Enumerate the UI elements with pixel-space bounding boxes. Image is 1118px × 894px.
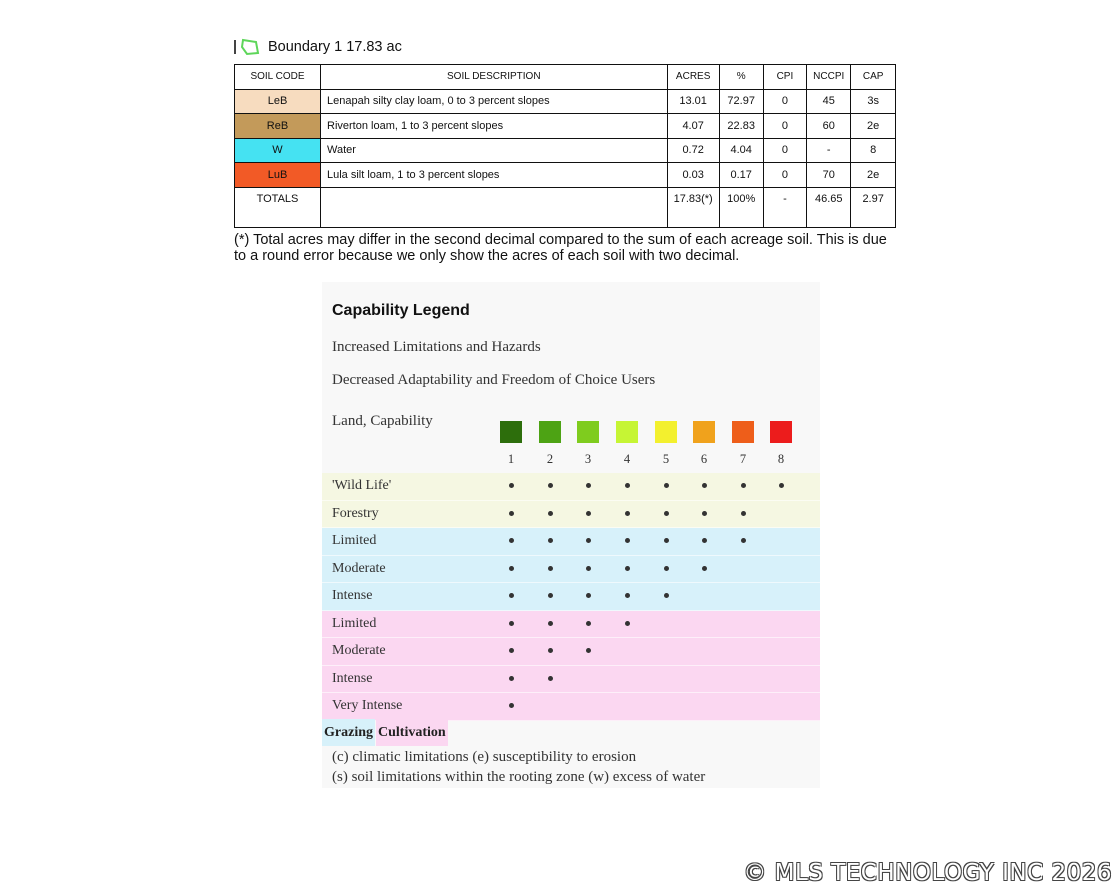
soil-table (234, 64, 896, 228)
legend-limitations-line: Increased Limitations and Hazards (332, 339, 541, 355)
totals-acres: 17.83(*) (667, 187, 719, 227)
percent-cell: 72.97 (719, 89, 763, 114)
header-acres: ACRES (667, 65, 719, 90)
capability-class-swatch (539, 421, 561, 443)
copyright-watermark: © MLS TECHNOLOGY INC 2026 (743, 860, 1112, 886)
percent-cell: 22.83 (719, 114, 763, 139)
capability-dot (509, 621, 514, 626)
capability-dot (664, 566, 669, 571)
capability-row (322, 693, 820, 721)
cpi-cell: 0 (763, 89, 807, 114)
capability-class-number: 1 (507, 452, 515, 466)
capability-row (322, 556, 820, 584)
capability-legend (322, 282, 820, 788)
capability-row (322, 473, 820, 501)
header-soil-description: SOIL DESCRIPTION (321, 65, 668, 90)
capability-class-swatch (770, 421, 792, 443)
table-row (235, 163, 896, 188)
acres-cell: 4.07 (667, 114, 719, 139)
capability-dot (702, 538, 707, 543)
capability-dot (625, 483, 630, 488)
boundary-header (234, 37, 402, 57)
capability-row-label: Limited (332, 533, 377, 548)
grazing-label: Grazing (322, 719, 375, 746)
capability-row-label: Moderate (332, 643, 386, 658)
nccpi-cell: 70 (807, 163, 851, 188)
capability-class-number: 3 (584, 452, 592, 466)
cap-cell: 8 (851, 138, 896, 163)
acres-cell: 0.72 (667, 138, 719, 163)
capability-row (322, 666, 820, 694)
capability-dot (548, 676, 553, 681)
capability-row (322, 638, 820, 666)
capability-dot (548, 511, 553, 516)
capability-dot (664, 538, 669, 543)
capability-row-label: Moderate (332, 560, 386, 576)
capability-class-number: 4 (623, 452, 631, 466)
totals-nccpi: 46.65 (807, 187, 851, 227)
soil-code-cell: ReB (235, 114, 321, 139)
capability-dot (509, 676, 514, 681)
capability-dot (625, 566, 630, 571)
legend-note-climatic: (c) climatic limitations (e) susceptibility to erosion (332, 749, 637, 765)
capability-class-swatch (577, 421, 599, 443)
capability-row-label: Forestry (332, 505, 379, 521)
capability-dot (548, 593, 553, 598)
soil-description-cell: Riverton loam, 1 to 3 percent slopes (321, 114, 668, 139)
capability-dot (509, 566, 514, 571)
capability-dot (586, 593, 591, 598)
cpi-cell: 0 (763, 114, 807, 139)
capability-class-number: 2 (546, 452, 554, 466)
capability-dot (586, 621, 591, 626)
table-row (235, 89, 896, 114)
capability-dot (779, 483, 784, 488)
capability-dot (625, 511, 630, 516)
totals-cpi: - (763, 187, 807, 227)
capability-rows (322, 473, 820, 721)
acres-cell: 0.03 (667, 163, 719, 188)
acreage-footnote: (*) Total acres may differ in the second decimal compared to the sum of each acreage soil. This is due to a round error because we only show the acres of each soil with two decimal. (234, 232, 887, 264)
capability-dot (509, 703, 514, 708)
capability-dot (702, 511, 707, 516)
capability-dot (509, 538, 514, 543)
nccpi-cell: - (807, 138, 851, 163)
capability-row (322, 583, 820, 611)
totals-row (235, 187, 896, 227)
table-row (235, 114, 896, 139)
capability-dot (702, 566, 707, 571)
capability-class-swatch (500, 421, 522, 443)
legend-land-capability-label: Land, Capability (332, 413, 433, 429)
capability-class-swatch (616, 421, 638, 443)
cultivation-label: Cultivation (376, 719, 448, 746)
acres-cell: 13.01 (667, 89, 719, 114)
capability-row-label: Limited (332, 615, 377, 631)
capability-row-label: Intense (332, 670, 373, 686)
capability-dot (548, 566, 553, 571)
capability-row-label: Intense (332, 588, 373, 603)
capability-dot (548, 538, 553, 543)
totals-cap: 2.97 (851, 187, 896, 227)
capability-dot (664, 511, 669, 516)
capability-row (322, 611, 820, 639)
soil-description-cell: Lenapah silty clay loam, 0 to 3 percent slopes (321, 89, 668, 114)
capability-class-number: 6 (700, 452, 708, 466)
cap-cell: 3s (851, 89, 896, 114)
nccpi-cell: 45 (807, 89, 851, 114)
capability-class-swatch (732, 421, 754, 443)
totals-percent: 100% (719, 187, 763, 227)
capability-class-swatch (655, 421, 677, 443)
percent-cell: 0.17 (719, 163, 763, 188)
divider (234, 40, 236, 54)
capability-class-number: 8 (777, 452, 785, 466)
capability-dot (664, 593, 669, 598)
capability-class-number: 5 (662, 452, 670, 466)
totals-description (321, 187, 668, 227)
capability-dot (586, 566, 591, 571)
capability-row-label: 'Wild Life' (332, 478, 392, 493)
header-soil-code: SOIL CODE (235, 65, 321, 90)
capability-dot (586, 538, 591, 543)
capability-class-swatch (693, 421, 715, 443)
soil-code-cell: LuB (235, 163, 321, 188)
capability-dot (548, 648, 553, 653)
capability-dot (548, 483, 553, 488)
soil-description-cell: Lula silt loam, 1 to 3 percent slopes (321, 163, 668, 188)
cpi-cell: 0 (763, 138, 807, 163)
totals-label: TOTALS (235, 187, 321, 227)
capability-dot (741, 511, 746, 516)
capability-row-label: Very Intense (332, 698, 403, 713)
capability-dot (509, 483, 514, 488)
capability-dot (509, 593, 514, 598)
capability-dot (741, 538, 746, 543)
capability-dot (509, 648, 514, 653)
capability-dot (625, 538, 630, 543)
capability-dot (664, 483, 669, 488)
cap-cell: 2e (851, 114, 896, 139)
capability-row (322, 528, 820, 556)
percent-cell: 4.04 (719, 138, 763, 163)
capability-class-number: 7 (739, 452, 747, 466)
nccpi-cell: 60 (807, 114, 851, 139)
capability-dot (586, 511, 591, 516)
header-cpi: CPI (763, 65, 807, 90)
soil-description-cell: Water (321, 138, 668, 163)
cap-cell: 2e (851, 163, 896, 188)
capability-dot (586, 648, 591, 653)
capability-dot (702, 483, 707, 488)
table-header-row (235, 65, 896, 90)
boundary-title: Boundary 1 17.83 ac (268, 39, 402, 55)
cpi-cell: 0 (763, 163, 807, 188)
capability-dot (625, 621, 630, 626)
capability-dot (548, 621, 553, 626)
capability-row (322, 501, 820, 529)
legend-title: Capability Legend (332, 302, 470, 319)
header-percent: % (719, 65, 763, 90)
table-row (235, 138, 896, 163)
header-nccpi: NCCPI (807, 65, 851, 90)
capability-dot (509, 511, 514, 516)
legend-adaptability-line: Decreased Adaptability and Freedom of Choice Users (332, 372, 656, 388)
boundary-polygon-icon (240, 38, 260, 56)
legend-note-soil: (s) soil limitations within the rooting zone (w) excess of water (332, 769, 706, 785)
capability-dot (625, 593, 630, 598)
header-cap: CAP (851, 65, 896, 90)
soil-code-cell: LeB (235, 89, 321, 114)
soil-code-cell: W (235, 138, 321, 163)
capability-dot (741, 483, 746, 488)
capability-dot (586, 483, 591, 488)
